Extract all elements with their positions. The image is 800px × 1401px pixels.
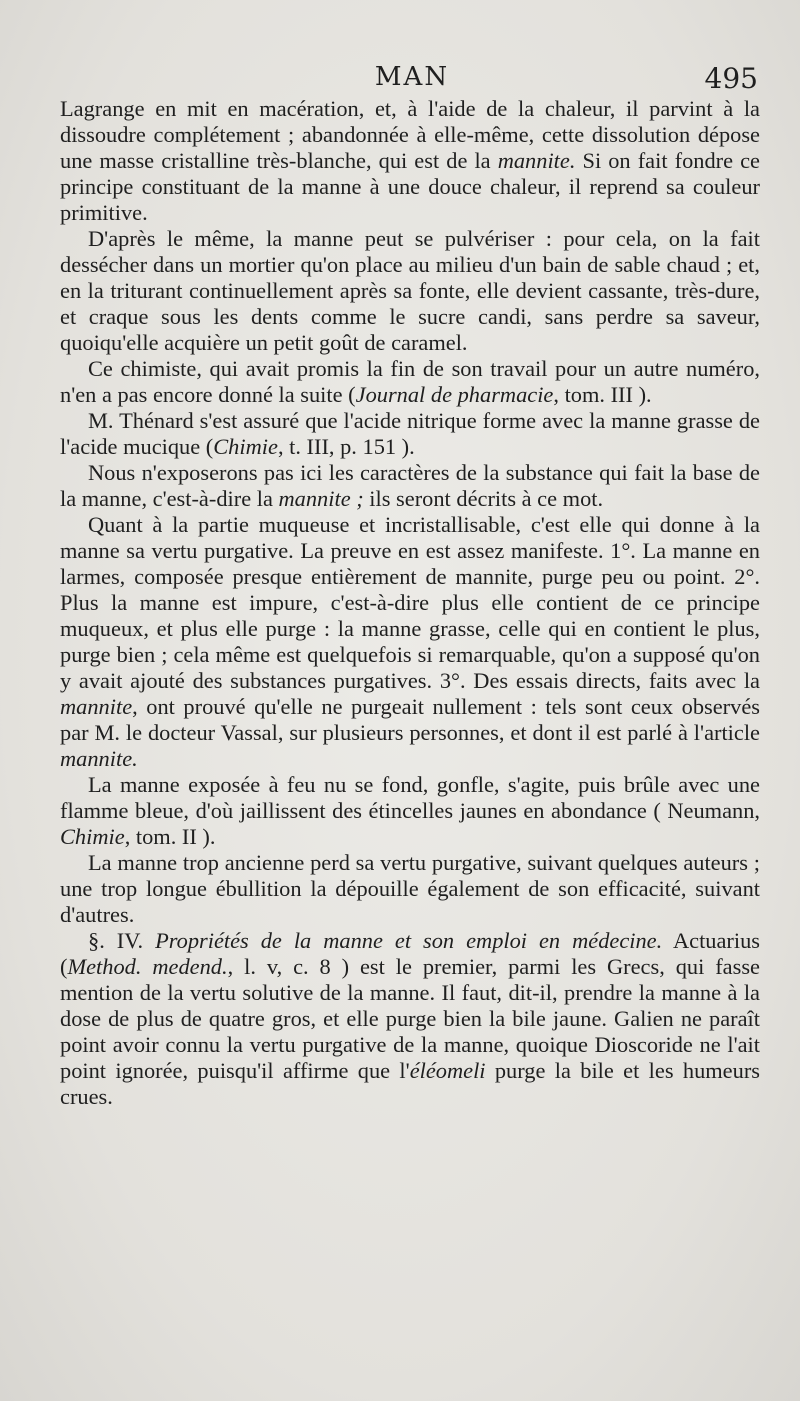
text-run: Lagrange en mit en macération, et, à l'aide de la chaleur, il parvint à la dissoudre complétement ; abandonnée à elle-même, cette dissolution dépose une masse cristalline très-blanche, qui est de la [60,96,760,173]
text-run: M. Thénard s'est assuré que l'acide nitrique forme avec la manne grasse de l'acide mucique ( [60,408,760,459]
text-run: , l. v, c. 8 ) est le premier, parmi les Grecs, qui fasse mention de la vertu solutive de la manne. Il faut, dit-il, prendre la manne à la dose de plus de quatre gros, et elle purge bien la bile jaune. Galien ne paraît point avoir connu la vertu purgative de la manne, quoique Dioscoride ne l'ait point ignorée, puisqu'il affirme que l' [60,954,760,1083]
text-run: D'après le même, la manne peut se pulvériser : pour cela, on la fait dessécher dans un mortier qu'on place au milieu d'un bain de sable chaud ; et, en la triturant continuellement après sa fonte, elle devient cassante, très-dure, et craque sous les dents comme le sucre candi, sans perdre sa saveur, quoiqu'elle acquière un petit goût de caramel. [60,226,760,355]
running-head: MAN [374,62,450,92]
italic-text: mannite [60,694,133,719]
body-text [60,96,760,1110]
text-run: , t. III, p. 151 ). [277,434,415,459]
italic-text: Propriétés de la manne et son emploi en médecine. [155,928,663,953]
text-run: La manne exposée à feu nu se fond, gonfle, s'agite, puis brûle avec une flamme bleue, d'où jaillissent des étincelles jaunes en abondance ( Neumann, [60,772,760,823]
italic-text: Method. medend. [67,954,228,979]
text-run: Actuarius ( [60,928,761,979]
italic-text: mannite. [60,746,138,771]
text-run: , ont prouvé qu'elle ne purgeait nullement : tels sont ceux observés par M. le docteur Vassal, sur plusieurs personnes, et dont il est parlé à l'article [60,694,760,745]
text-run: Si on fait fondre ce principe constituant de la manne à une douce chaleur, il reprend sa couleur primitive. [60,148,760,225]
italic-text: Chimie [60,824,125,849]
paragraph [60,772,760,850]
text-run: ils seront décrits à ce mot. [363,486,604,511]
text-run: Quant à la partie muqueuse et incristallisable, c'est elle qui donne à la manne sa vertu purgative. La preuve en est assez manifeste. 1°. La manne en larmes, composée presque entièrement de mannite, purge peu ou point. 2°. Plus la manne est impure, c'est-à-dire plus elle contient de ce principe muqueux, et plus elle purge : la manne grasse, celle qui en contient le plus, purge bien ; cela même est quelquefois si remarquable, qu'on a supposé qu'on y avait ajouté des substances purgatives. 3°. Des essais directs, faits avec la [60,512,760,693]
text-run: purge la bile et les humeurs crues. [60,1058,760,1109]
italic-text: Journal de pharmacie [355,382,554,407]
paragraph [60,356,760,408]
paragraph [60,512,760,772]
text-run: Nous n'exposerons pas ici les caractères de la substance qui fait la base de la manne, c'est-à-dire la [60,460,760,511]
paragraph [60,928,760,1110]
italic-text: mannite ; [278,486,364,511]
text-run: , tom. II ). [124,824,216,849]
page-number: 495 [704,62,758,95]
text-run: La manne trop ancienne perd sa vertu purgative, suivant quelques auteurs ; une trop longue ébullition la dépouille également de son efficacité, suivant d'autres. [60,850,760,927]
italic-text: Chimie [213,434,278,459]
text-run: Ce chimiste, qui avait promis la fin de son travail pour un autre numéro, n'en a pas encore donné la suite ( [60,356,760,407]
italic-text: éléomeli [409,1058,486,1083]
paragraph [60,226,760,356]
italic-text: mannite. [497,148,576,173]
paragraph [60,408,760,460]
paragraph [60,850,760,928]
paragraph [60,460,760,512]
paragraph [60,96,760,226]
text-run: , tom. III ). [553,382,652,407]
page-header [60,62,764,98]
text-run: §. IV. [88,928,156,953]
